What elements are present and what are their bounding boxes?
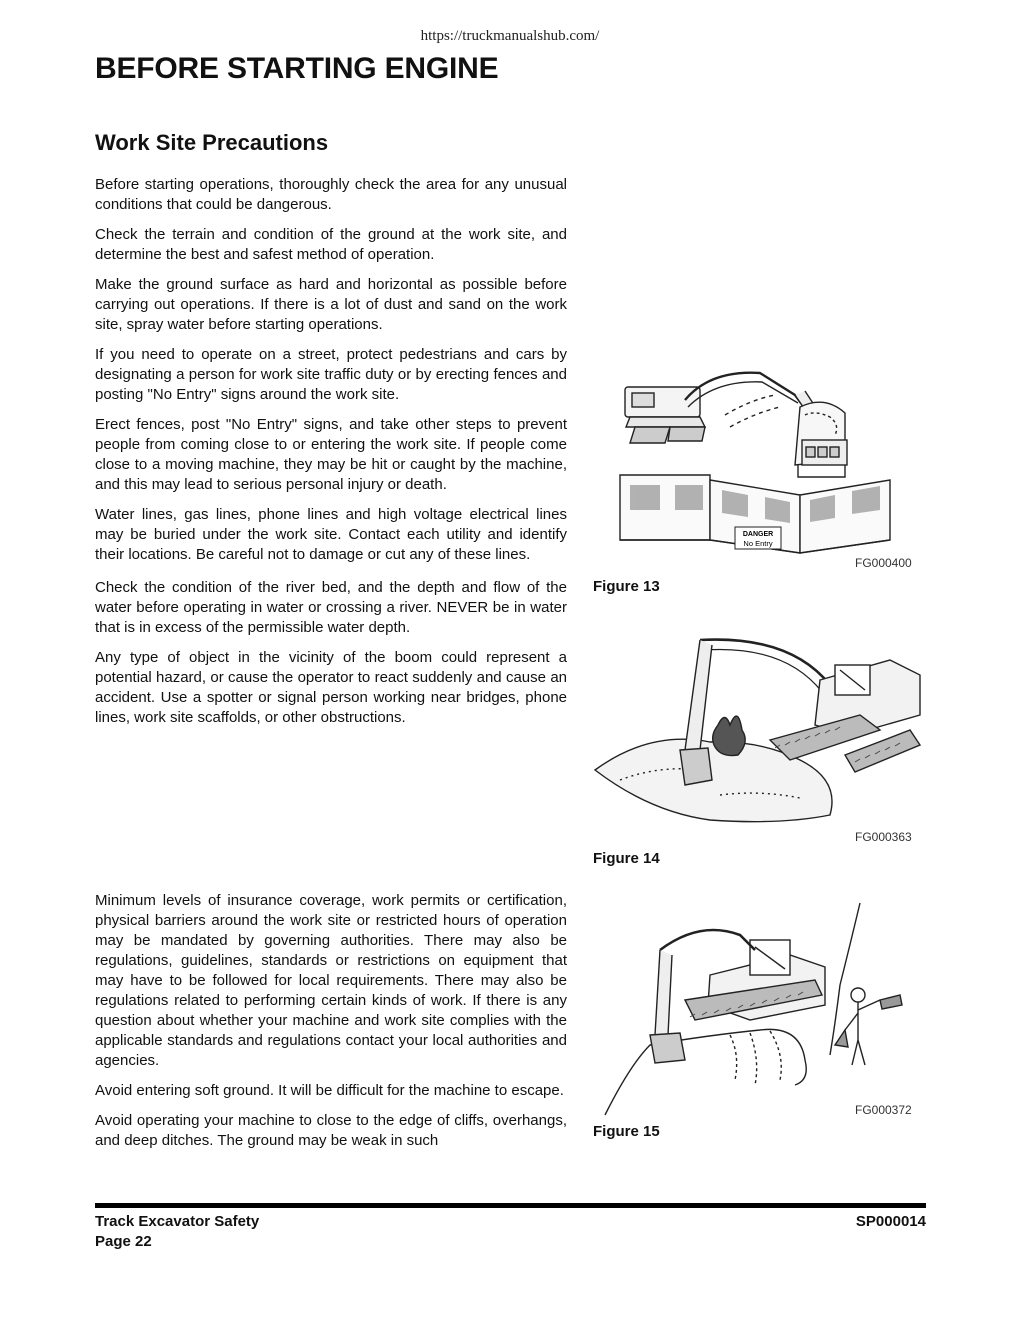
- figure-14-caption: Figure 14: [593, 850, 660, 867]
- page-title: BEFORE STARTING ENGINE: [95, 52, 499, 85]
- sign-no-entry-text: No Entry: [743, 539, 773, 548]
- figure-15-illustration: [590, 895, 925, 1120]
- sign-danger-text: DANGER: [742, 531, 774, 538]
- footer-divider: [95, 1203, 926, 1208]
- paragraph: Avoid operating your machine to close to the edge of cliffs, overhangs, and deep ditches. The ground may be weak in such: [95, 1112, 567, 1149]
- figure-15-code: FG000372: [855, 1103, 912, 1117]
- excavator-cliff-signalman-illustration: [590, 895, 925, 1120]
- footer-manual-title: Track Excavator Safety: [95, 1213, 260, 1230]
- excavator-digging-near-fire-illustration: [590, 630, 925, 830]
- figure-13-illustration: [590, 355, 925, 565]
- paragraph: Minimum levels of insurance coverage, work permits or certification, physical barriers around the work site or restricted hours of operation may be mandated by governing authorities. There may also be regulations, guidelines, standards or restrictions on equipment that may have to be followed for local requirements. There may also be regulations related to performing certain kinds of work. If there is any question about whether your machine and work site complies with the applicable standards and regulations contact your local authorities and agencies.: [95, 892, 567, 1069]
- footer-page-number: Page 22: [95, 1233, 152, 1250]
- paragraph: Water lines, gas lines, phone lines and high voltage electrical lines may be buried under the work site. Contact each utility and identify their locations. Be careful not to damage or cut any of these lines.: [95, 506, 567, 563]
- paragraph: Avoid entering soft ground. It will be difficult for the machine to escape.: [95, 1082, 564, 1099]
- figure-14-illustration: [590, 630, 925, 830]
- excavator-fence-illustration: [590, 355, 925, 565]
- figure-15-caption: Figure 15: [593, 1123, 660, 1140]
- figure-13-code: FG000400: [855, 556, 912, 570]
- paragraph: Erect fences, post "No Entry" signs, and take other steps to prevent people from coming close to or entering the work site. If people come close to a moving machine, they may be hit or caught by the machine, and this may lead to serious personal injury or death.: [95, 416, 567, 493]
- paragraph: Check the condition of the river bed, and the depth and flow of the water before operating in water or crossing a river. NEVER be in water that is in excess of the permissible water depth.: [95, 579, 567, 636]
- paragraph: Any type of object in the vicinity of the boom could represent a potential hazard, or cause the operator to react suddenly and cause an accident. Use a spotter or signal person working near bridges, phone lines, work site scaffolds, or other obstructions.: [95, 649, 567, 726]
- paragraph: Check the terrain and condition of the ground at the work site, and determine the best and safest method of operation.: [95, 226, 567, 263]
- paragraph: If you need to operate on a street, protect pedestrians and cars by designating a person for work site traffic duty or by erecting fences and posting "No Entry" signs around the work site.: [95, 346, 567, 403]
- section-heading: Work Site Precautions: [95, 130, 329, 155]
- paragraph: Before starting operations, thoroughly check the area for any unusual conditions that could be dangerous.: [95, 176, 567, 213]
- figure-14-code: FG000363: [855, 830, 912, 844]
- footer-doc-code: SP000014: [855, 1213, 926, 1230]
- text-column-bottom: [95, 891, 567, 1161]
- text-column-top: [95, 175, 567, 738]
- source-url[interactable]: https://truckmanualshub.com/: [420, 28, 600, 44]
- paragraph: Make the ground surface as hard and horizontal as possible before carrying out operations. If there is a lot of dust and sand on the work site, spray water before starting operations.: [95, 276, 567, 333]
- figure-13-caption: Figure 13: [593, 578, 660, 595]
